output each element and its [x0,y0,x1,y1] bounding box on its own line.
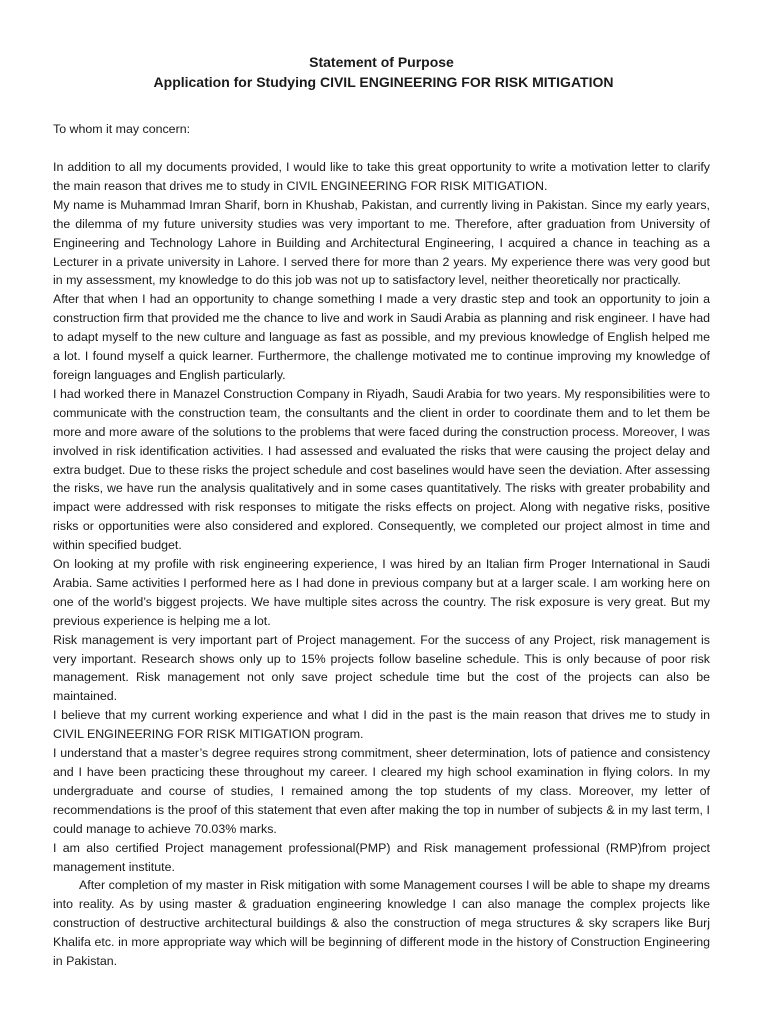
salutation: To whom it may concern: [53,122,191,136]
paragraph-proger-experience: On looking at my profile with risk engineering experience, I was hired by an Italian firm Proger International in Saudi Arabia. Same activities I performed here as I had done in previous company but at a larger scale. I am working here on one of the world’s biggest projects. We have multiple sites across the country. The risk exposure is very great. But my previous experience is helping me a lot. [53,557,710,628]
document-title: Statement of Purpose [309,54,454,70]
body-text [53,158,710,971]
paragraph-intro: In addition to all my documents provided, I would like to take this great opportunity to write a motivation letter to clarify the main reason that drives me to study in CIVIL ENGINEERING FOR RISK MITIGATION. [53,160,710,193]
paragraph-closing: After completion of my master in Risk mitigation with some Management courses I will be able to shape my dreams into reality. As by using master & graduation engineering knowledge I can also manage the complex projects like construction of destructive architectural buildings & also the construction of mega structures & sky scrapers like Burj Khalifa etc. in more appropriate way which will be beginning of different mode in the history of Construction Engineering in Pakistan. [53,878,710,969]
paragraph-career-change: After that when I had an opportunity to change something I made a very drastic step and took an opportunity to join a construction firm that provided me the chance to live and work in Saudi Arabia as planning and risk engineer. I have had to adapt myself to the new culture and language as fast as possible, and my previous knowledge of English helped me a lot. I found myself a quick learner. Furthermore, the challenge motivated me to continue improving my knowledge of foreign languages and English particularly. [53,292,710,382]
paragraph-risk-management: Risk management is very important part of Project management. For the success of any Project, risk management is very important. Research shows only up to 15% projects follow baseline schedule. This is only because of poor risk management. Risk management not only save project schedule time but the cost of the projects can also be maintained. [53,632,710,704]
paragraph-manazel-experience: I had worked there in Manazel Construction Company in Riyadh, Saudi Arabia for two years. My responsibilities were to communicate with the construction team, the consultants and the client in order to coordinate them and to let them be more and more aware of the solutions to the problems that were faced during the construction process. Moreover, I was involved in risk identification activities. I had assessed and evaluated the risks that were causing the project delay and extra budget. Due to these risks the project schedule and cost baselines would have seen the deviation. After assessing the risks, we have run the analysis qualitatively and in some cases quantitatively. The risks with greater probability and impact were addressed with risk responses to mitigate the risks effects on project. Along with negative risks, positive risks or opportunities were also considered and explored. Consequently, we completed our project almost in time and within specified budget. [53,386,710,553]
paragraph-background: My name is Muhammad Imran Sharif, born in Khushab, Pakistan, and currently living in Pakistan. Since my early years, the dilemma of my future university studies was very important to me. Therefore, after graduation from University of Engineering and Technology Lahore in Building and Architectural Engineering, I acquired a chance in teaching as a Lecturer in a private university in Lahore. I served there for more than 2 years. My experience there was very good but in my assessment, my knowledge to do this job was not up to satisfactory level, neither theoretically nor practically. [53,197,710,288]
paragraph-motivation: I believe that my current working experience and what I did in the past is the main reason that drives me to study in CIVIL ENGINEERING FOR RISK MITIGATION program. [53,708,710,742]
paragraph-commitment: I understand that a master’s degree requires strong commitment, sheer determination, lots of patience and consistency and I have been practicing these throughout my career. I cleared my high school examination in flying colors. In my undergraduate and course of studies, I remained among the top students of my class. Moreover, my letter of recommendations is the proof of this statement that even after making the top in number of subjects & in my last term, I could manage to achieve 70.03% marks. [53,746,710,836]
paragraph-certifications: I am also certified Project management professional(PMP) and Risk management professional (RMP)from project management institute. [53,840,710,874]
document-subtitle: Application for Studying CIVIL ENGINEERING FOR RISK MITIGATION [153,74,614,90]
title-block [53,52,710,92]
